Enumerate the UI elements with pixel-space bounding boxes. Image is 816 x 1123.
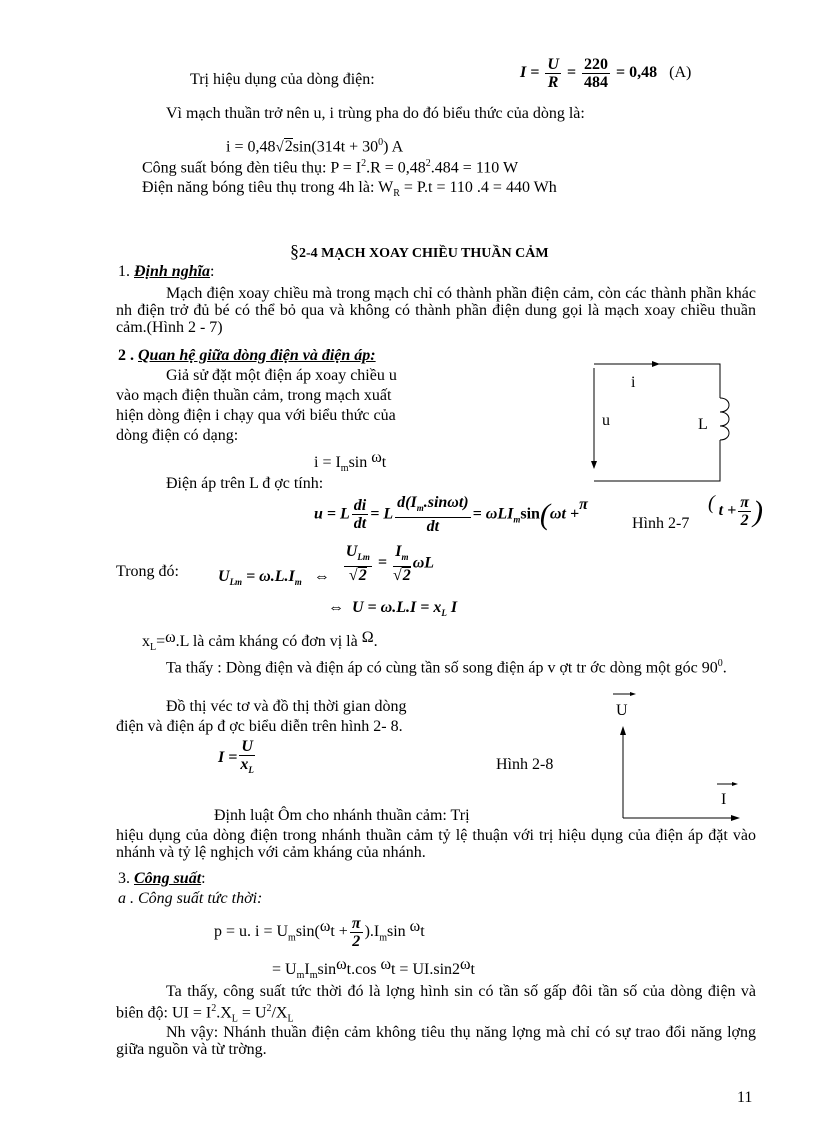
para5-line1: Định luật Ôm cho nhánh thuần cảm: Trị	[214, 807, 470, 824]
para-phase-lead: Ta thấy : Dòng điện và điện áp có cùng tần số song điện áp v ợt tr ớc dòng một góc $90^0$.	[166, 658, 727, 677]
trong-do-label: Trong đó:	[116, 563, 179, 580]
xl-definition: $x_L=\omega.L$ là cảm kháng có đơn vị là Ω.	[142, 629, 378, 654]
ulm-equation: $U_{Lm} = \omega.L.I_m$ ⇔ $\frac{U_{Lm}}{√2}$ = $\frac{I_m}{√2}$ ωL	[218, 543, 435, 588]
para2-line4: dòng điện có dạng:	[116, 427, 239, 444]
figure-2-8-vectors	[613, 692, 740, 821]
definition-paragraph: Mạch điện xoay chiều mà trong mạch chỉ có thành phần điện cảm, còn các thành phần khác nh điện trở đủ bé có thể bỏ qua và không có thành phần điện dung gọi là mạch xoay chiều thuần cảm.(Hình 2 - 7)	[116, 285, 756, 336]
energy-line: Điện năng bóng tiêu thụ trong 4h là: $W_R = P.t = 110$ .4 = 440 Wh	[142, 179, 557, 200]
current-equation: $i = 0,48√2\sin(314t + 30^0)$ A	[226, 137, 404, 156]
phase-line: Vì mạch thuần trở nên u, i trùng pha do đó biểu thức của dòng là:	[166, 105, 585, 122]
i-arrow-head	[652, 361, 660, 367]
rms-equation: I = $\frac{U}{R}$ = $\frac{220}{484}$ = 0,48 (A)	[520, 56, 692, 91]
fig27-L-label: L	[698, 416, 708, 433]
rms-label: Trị hiệu dụng của dòng điện:	[190, 71, 375, 88]
ohm-law-equation: I = $\frac{U}{x_L}$	[218, 738, 254, 776]
vec-i-label: I	[721, 791, 727, 808]
para2-line1: Giả sử đặt một điện áp xoay chiều u	[166, 367, 397, 384]
power-line: Công suất bóng đèn tiêu thụ: $P = I^2.R = 0,48^2.484 = 110$ W	[142, 158, 519, 177]
para4-line1: Đồ thị véc tơ và đồ thị thời gian dòng	[166, 698, 407, 715]
u-arrow-head	[591, 461, 597, 469]
fig27-u-label: u	[602, 412, 610, 429]
figure-2-8-label: Hình 2-8	[496, 756, 554, 773]
voltage-derivative-equation: u = L $\frac{di}{dt}$ = L $\frac{d(I_m.\sin\omega t)}{dt}$ = ωLI$_m$sin(ωt +π	[314, 494, 588, 536]
current-sin-equation: $i = I_m\sin$ ωt	[314, 449, 387, 475]
para5-rest: hiệu dụng của dòng điện trong nhánh thuần cảm tỷ lệ thuận với trị hiệu dụng của điện áp đặt vào nhánh và tỷ lệ nghịch với cảm kháng của nhánh.	[116, 827, 756, 861]
figure-2-7-label: Hình 2-7	[632, 515, 690, 532]
vec-u-label: U	[616, 702, 628, 719]
para2-line3: hiện dòng điện i chạy qua với biểu thức của	[116, 407, 396, 424]
subheading-instant-power: a . Công suất tức thời:	[118, 890, 263, 907]
para2-line2: vào mạch điện thuần cảm, trong mạch xuất	[116, 387, 392, 404]
para-power-frequency: Ta thấy, công suất tức thời đó là lợng hình sin có tần số gấp đôi tần số của dòng điện và biên độ: UI = $I^2.X_L = U^2/X_L$	[116, 983, 756, 1025]
para4-line2: điện và điện áp đ ợc biểu diễn trên hình 2- 8.	[116, 718, 403, 735]
u-xl-equation: ⇔ $U = \omega.L.I = x_L$ I	[328, 599, 458, 619]
heading-power: 3. Công suất:	[118, 870, 206, 887]
voltage-equation-tail: ( t + $\frac{\pi}{2}$ )	[708, 492, 763, 529]
section-title: §2-4 MẠCH XOAY CHIỀU THUẦN CẢM	[290, 241, 549, 261]
voltage-line: Điện áp trên L đ ợc tính:	[166, 475, 324, 492]
power-equation-1: p = u. $i = U_m\sin(\omega t$ + $\frac{\pi}{2}$ )$.I_m\sin$ ωt	[214, 915, 425, 950]
heading-definition: 1. Định nghĩa:	[118, 263, 215, 280]
fig27-i-label: i	[631, 374, 636, 391]
page-number: 11	[737, 1089, 753, 1106]
para-conclusion: Nh vậy: Nhánh thuần điện cảm không tiêu thụ năng lợng mà chỉ có sự trao đổi năng lợng giữa nguồn và từ trờng.	[116, 1024, 756, 1058]
power-equation-2: = $U_mI_m\sin\omega t.\cos$ ωt = UI.sin2ωt	[272, 956, 475, 982]
heading-relation: 2 . Quan hệ giữa dòng điện và điện áp:	[118, 347, 376, 364]
